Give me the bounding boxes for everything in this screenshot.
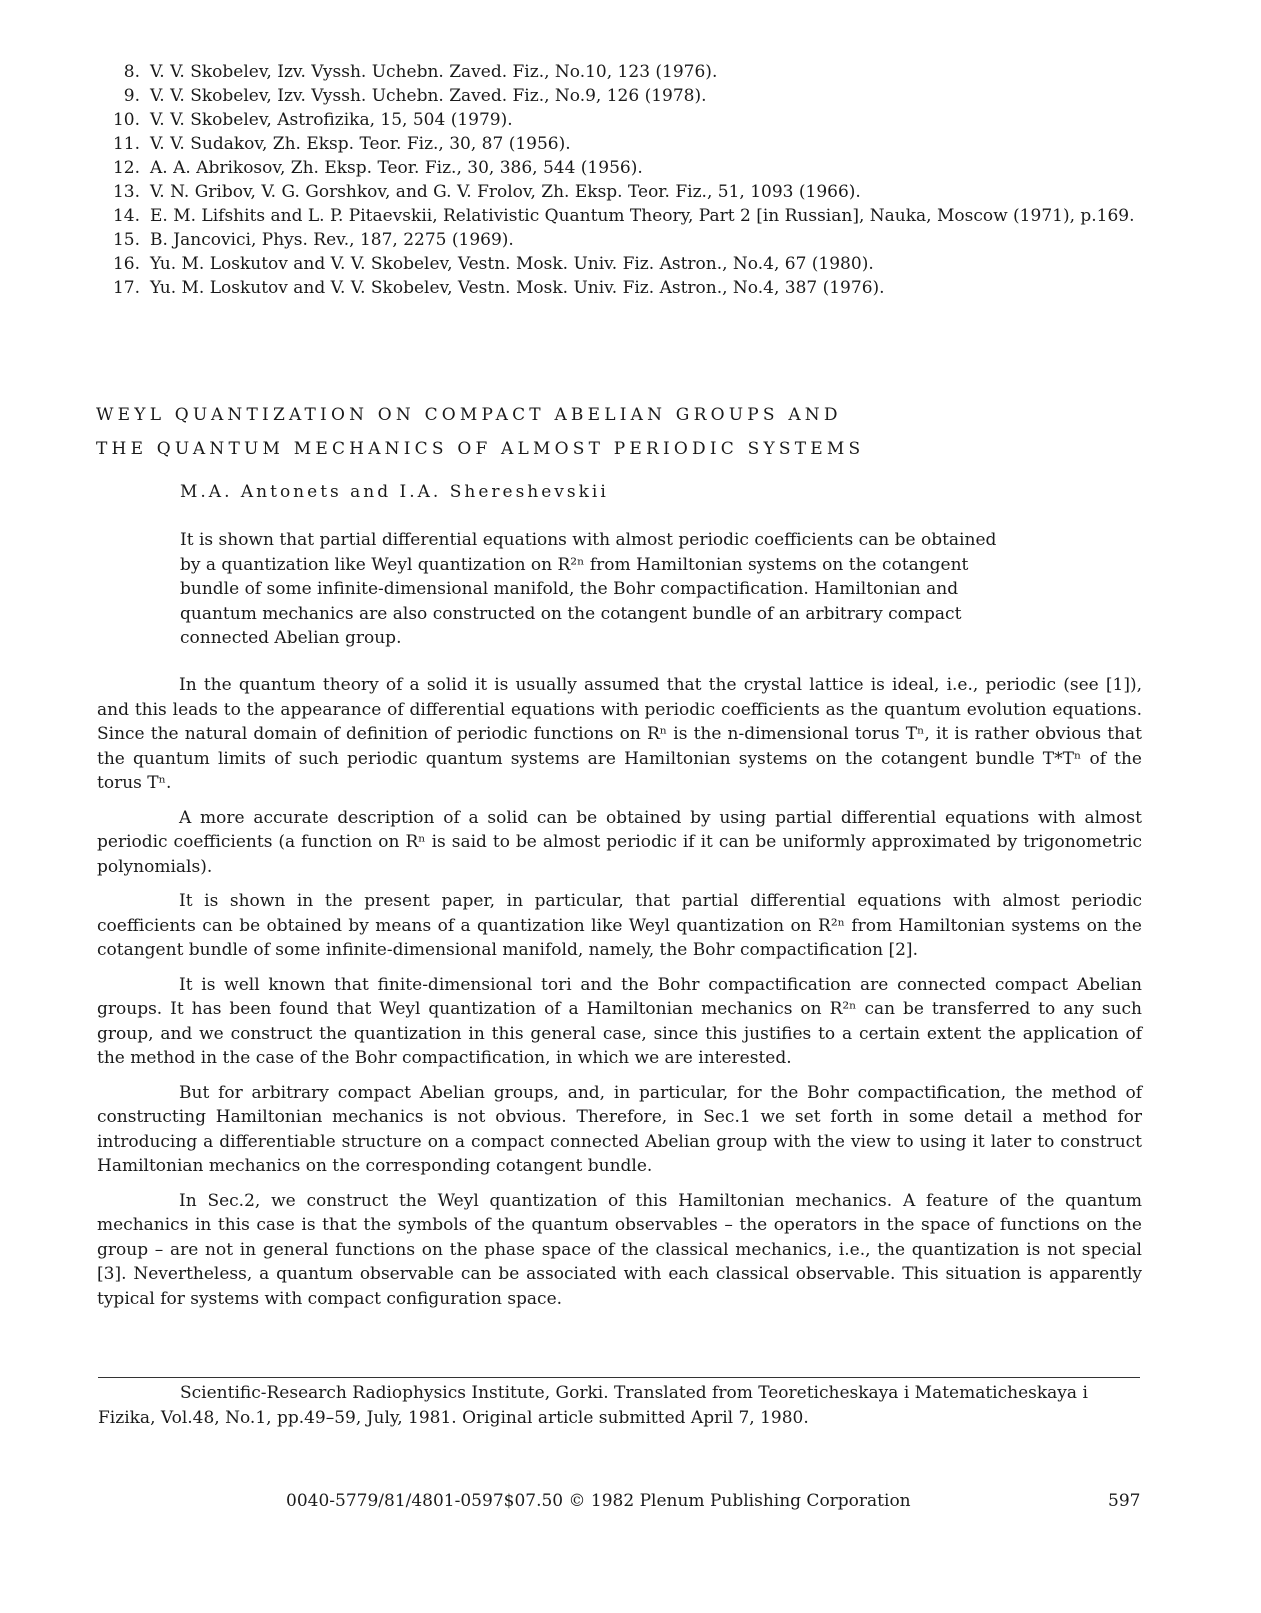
reference-number: 16. bbox=[112, 254, 140, 274]
body-paragraph: It is shown in the present paper, in particular, that partial differential equations with almost periodic coefficients can be obtained by means of a quantization like Weyl quantization on R²ⁿ from Hamiltonian systems on the cotangent bundle of some infinite-dimensional manifold, namely, the Bohr compactification [2]. bbox=[97, 891, 1142, 960]
reference-item bbox=[100, 156, 1160, 180]
body-paragraph: In the quantum theory of a solid it is usually assumed that the crystal lattice is ideal, i.e., periodic (see [1]), and this leads to the appearance of differential equations with periodic coefficients as the quantum evolution equations. Since the natural domain of definition of periodic functions on Rⁿ is the n-dimensional torus Tⁿ, it is rather obvious that the quantum limits of such periodic quantum systems are Hamiltonian systems on the cotangent bundle T*Tⁿ of the torus Tⁿ. bbox=[97, 675, 1142, 793]
reference-item bbox=[100, 204, 1160, 228]
reference-number: 13. bbox=[112, 182, 140, 202]
reference-number: 12. bbox=[112, 158, 140, 178]
reference-text: B. Jancovici, Phys. Rev., 187, 2275 (1969). bbox=[150, 230, 514, 250]
reference-number: 9. bbox=[123, 86, 140, 106]
reference-number: 8. bbox=[123, 62, 140, 82]
article-abstract: It is shown that partial differential equations with almost periodic coefficients can be obtained by a quantization like Weyl quantization on R²ⁿ from Hamiltonian systems on the cotangent bundle of some infinite-dimensional manifold, the Bohr compactification. Hamiltonian and quantum mechanics are also constructed on the cotangent bundle of an arbitrary compact connected Abelian group. bbox=[180, 530, 997, 648]
footnote: Scientific-Research Radiophysics Institute, Gorki. Translated from Teoreticheskaya i Matematicheskaya i Fizika, Vol.48, No.1, pp.49–59, July, 1981. Original article submitted April 7, 1980. bbox=[98, 1383, 1088, 1428]
article-body bbox=[97, 673, 1142, 1321]
reference-item bbox=[100, 60, 1160, 84]
reference-item bbox=[100, 132, 1160, 156]
reference-text: V. V. Sudakov, Zh. Eksp. Teor. Fiz., 30, 87 (1956). bbox=[150, 134, 571, 154]
reference-text: Yu. M. Loskutov and V. V. Skobelev, Vestn. Mosk. Univ. Fiz. Astron., No.4, 67 (1980). bbox=[150, 254, 874, 274]
reference-item bbox=[100, 276, 1160, 300]
page-number: 597 bbox=[1108, 1491, 1141, 1511]
reference-text: V. V. Skobelev, Astrofizika, 15, 504 (1979). bbox=[150, 110, 513, 130]
publication-code: 0040-5779/81/4801-0597$07.50 © 1982 Plenum Publishing Corporation bbox=[286, 1491, 911, 1511]
reference-item bbox=[100, 252, 1160, 276]
reference-text: E. M. Lifshits and L. P. Pitaevskii, Relativistic Quantum Theory, Part 2 [in Russian], Nauka, Moscow (1971), p.169. bbox=[150, 206, 1135, 226]
footnote-divider bbox=[98, 1377, 1140, 1378]
reference-item bbox=[100, 180, 1160, 204]
reference-number: 15. bbox=[112, 230, 140, 250]
reference-item bbox=[100, 108, 1160, 132]
reference-text: V. N. Gribov, V. G. Gorshkov, and G. V. Frolov, Zh. Eksp. Teor. Fiz., 51, 1093 (1966). bbox=[150, 182, 861, 202]
reference-text: A. A. Abrikosov, Zh. Eksp. Teor. Fiz., 30, 386, 544 (1956). bbox=[150, 158, 643, 178]
reference-text: V. V. Skobelev, Izv. Vyssh. Uchebn. Zaved. Fiz., No.9, 126 (1978). bbox=[150, 86, 707, 106]
reference-number: 17. bbox=[112, 278, 140, 298]
reference-number: 11. bbox=[112, 134, 140, 154]
title-line: THE QUANTUM MECHANICS OF ALMOST PERIODIC SYSTEMS bbox=[96, 439, 865, 459]
body-paragraph: A more accurate description of a solid can be obtained by using partial differential equations with almost periodic coefficients (a function on Rⁿ is said to be almost periodic if it can be uniformly approximated by trigonometric polynomials). bbox=[97, 807, 1142, 877]
reference-number: 14. bbox=[112, 206, 140, 226]
reference-text: Yu. M. Loskutov and V. V. Skobelev, Vestn. Mosk. Univ. Fiz. Astron., No.4, 387 (1976). bbox=[150, 278, 885, 298]
reference-text: V. V. Skobelev, Izv. Vyssh. Uchebn. Zaved. Fiz., No.10, 123 (1976). bbox=[150, 62, 718, 82]
reference-list bbox=[100, 60, 1160, 300]
body-paragraph: It is well known that finite-dimensional tori and the Bohr compactification are connected compact Abelian groups. It has been found that Weyl quantization of a Hamiltonian mechanics on R²ⁿ can be transferred to any such group, and we construct the quantization in this general case, since this justifies to a certain extent the application of the method in the case of the Bohr compactification, in which we are interested. bbox=[97, 974, 1142, 1068]
reference-item bbox=[100, 84, 1160, 108]
reference-number: 10. bbox=[112, 110, 140, 130]
article-authors: M.A. Antonets and I.A. Shereshevskii bbox=[180, 482, 609, 502]
article-title bbox=[96, 398, 1096, 466]
title-line: WEYL QUANTIZATION ON COMPACT ABELIAN GROUPS AND bbox=[96, 405, 842, 425]
body-paragraph: But for arbitrary compact Abelian groups, and, in particular, for the Bohr compactification, the method of constructing Hamiltonian mechanics is not obvious. Therefore, in Sec.1 we set forth in some detail a method for introducing a differentiable structure on a compact connected Abelian group with the view to using it later to construct Hamiltonian mechanics on the corresponding cotangent bundle. bbox=[97, 1082, 1142, 1176]
reference-item bbox=[100, 228, 1160, 252]
body-paragraph: In Sec.2, we construct the Weyl quantization of this Hamiltonian mechanics. A feature of the quantum mechanics in this case is that the symbols of the quantum observables – the operators in the space of functions on the group – are not in general functions on the phase space of the classical mechanics, i.e., the quantization is not special [3]. Nevertheless, a quantum observable can be associated with each classical observable. This situation is apparently typical for systems with compact configuration space. bbox=[97, 1190, 1142, 1309]
